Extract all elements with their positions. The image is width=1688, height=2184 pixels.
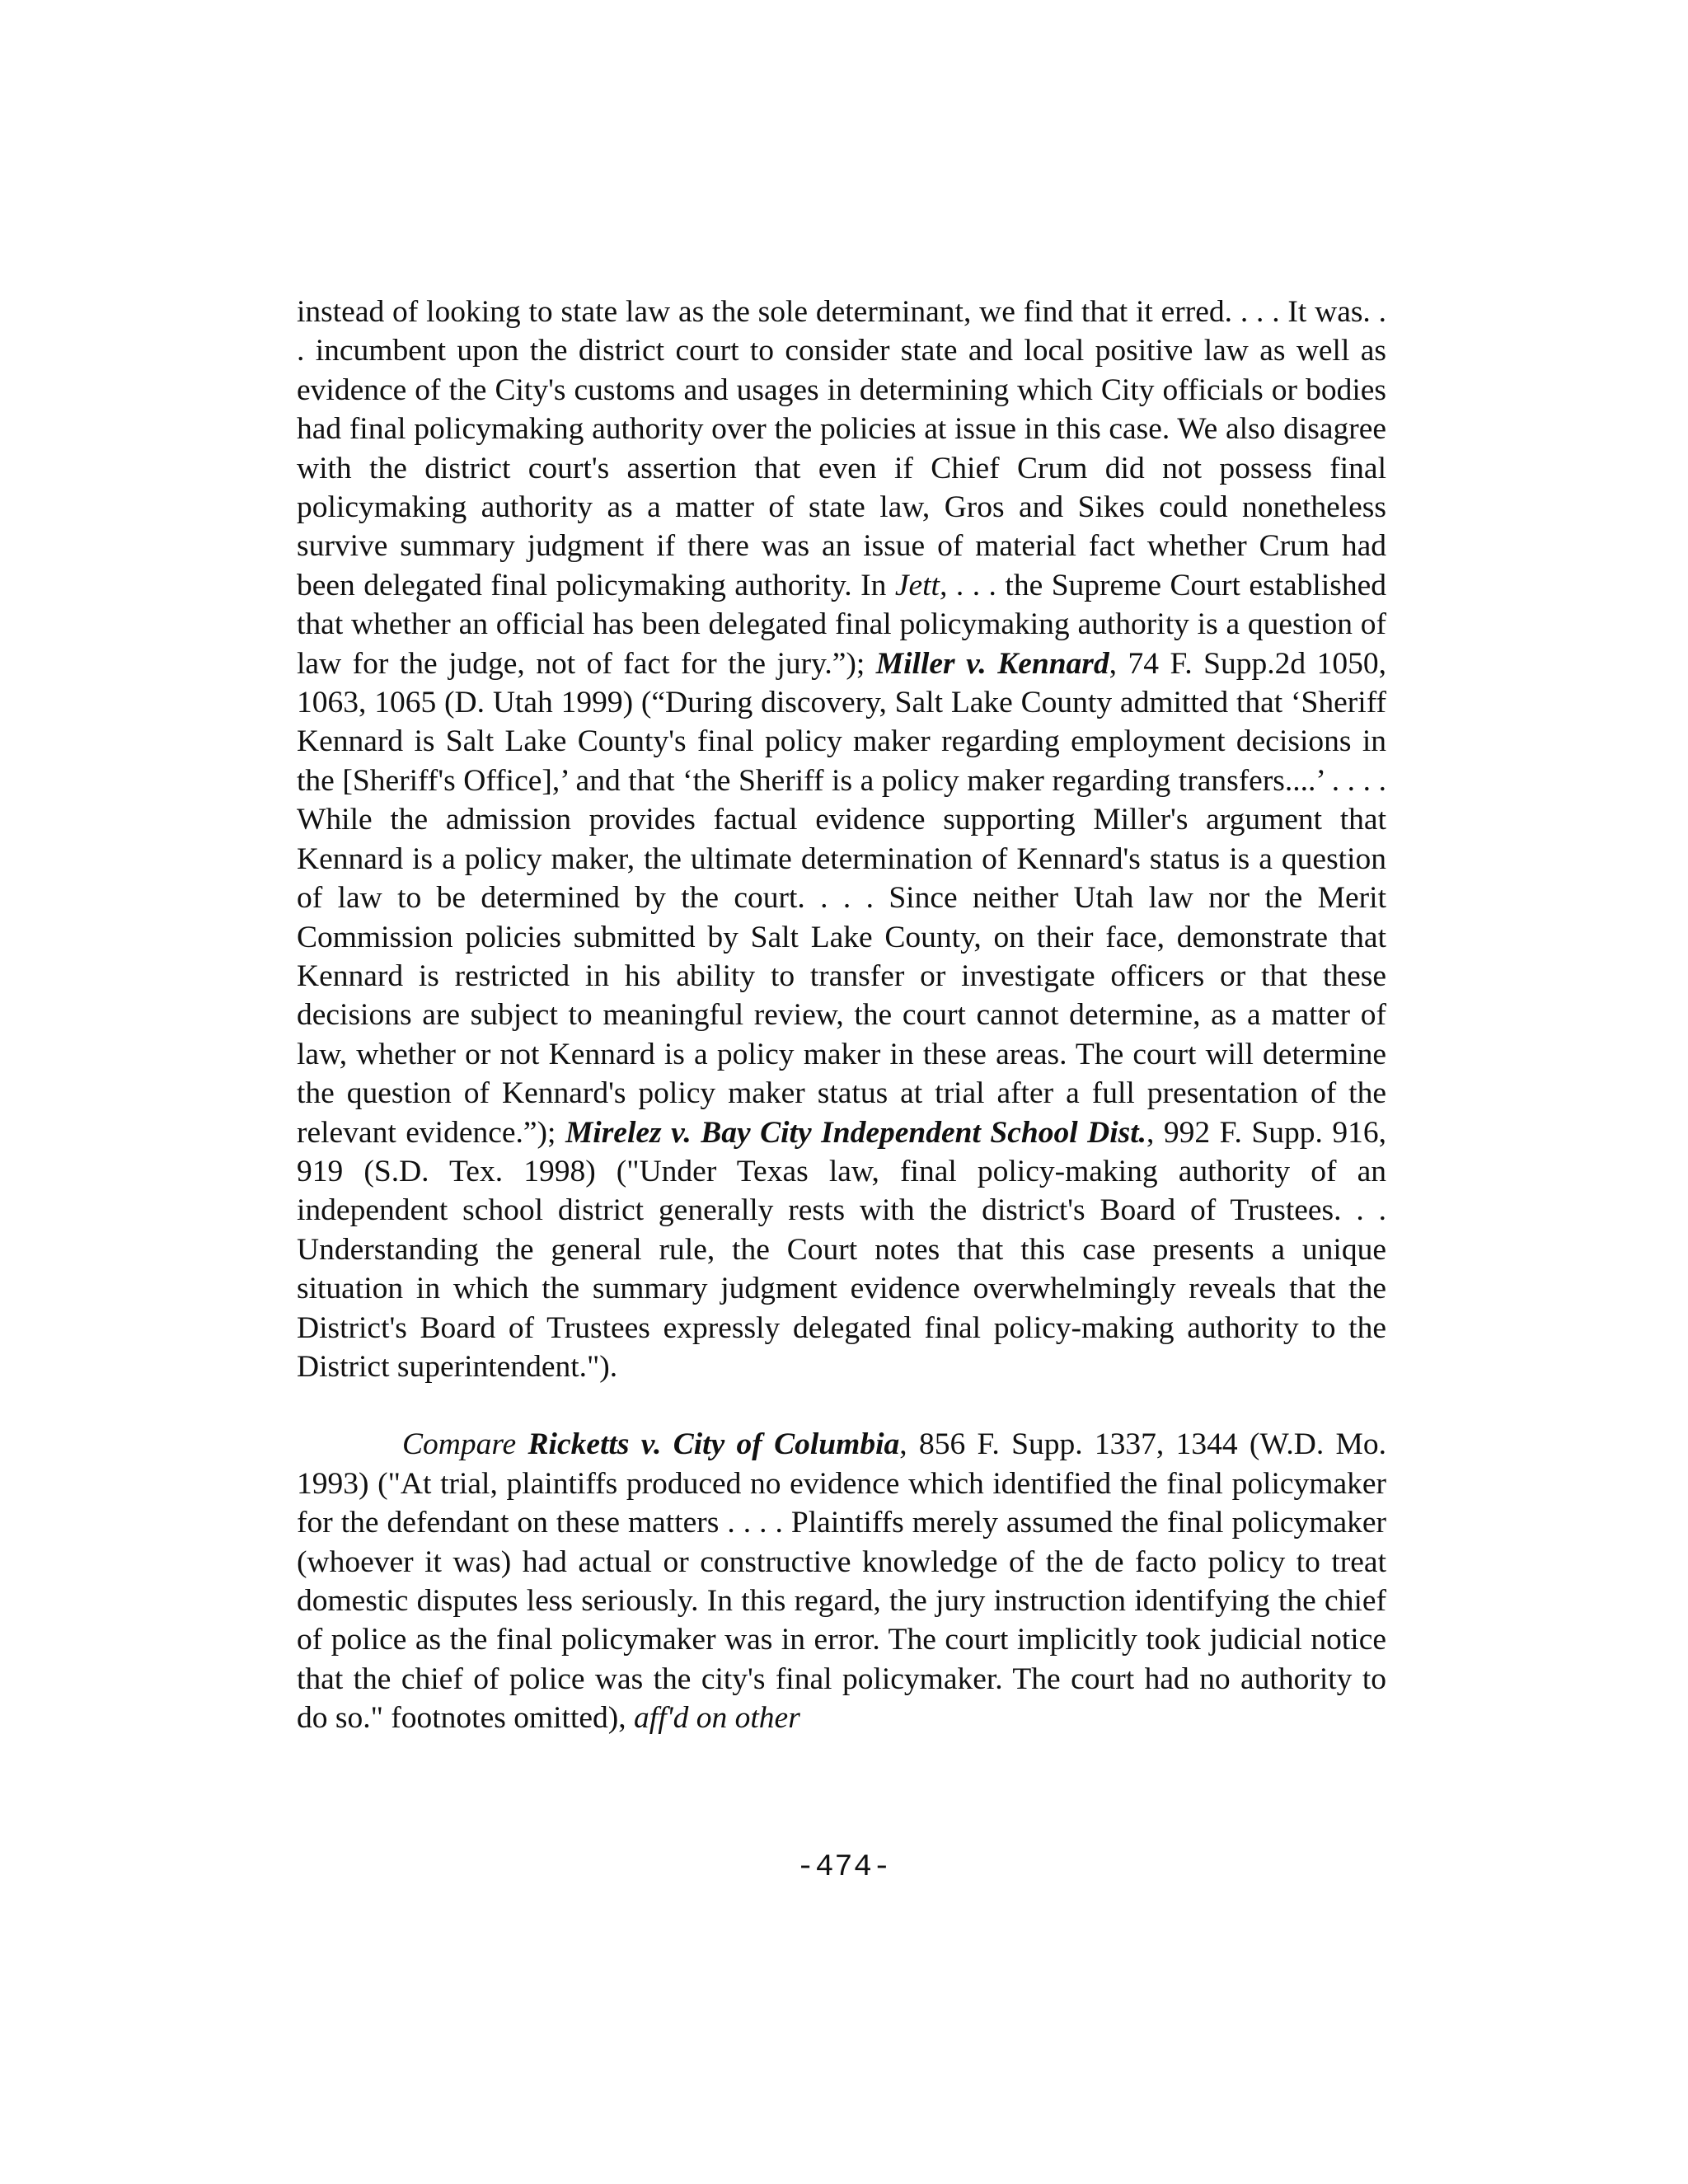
paragraph-1 [297, 293, 1386, 1386]
page-number: -474- [795, 1850, 893, 1885]
case-name-ricketts: Ricketts v. City of Columbia [528, 1427, 900, 1462]
signal-compare: Compare [402, 1427, 517, 1462]
subsequent-history-affd: aff'd on other [634, 1701, 800, 1736]
text-segment: , 856 F. Supp. 1337, 1344 (W.D. Mo. 1993) ("At trial, plaintiffs produced no evidence which identified the final policymaker for the defendant on these matters . . . . Plaintiffs merely assumed the final policymaker (whoever it was) had actual or constructive knowledge of the de facto policy to treat domestic disputes less seriously. In this regard, the jury instruction identifying the chief of police as the final policymaker was in error. The court implicitly took judicial notice that the chief of police was the city's final policymaker. The court had no authority to do so." footnotes omitted), [297, 1427, 1387, 1736]
case-citation-jett: Jett, [894, 568, 948, 602]
paragraph-2 [297, 1425, 1386, 1737]
text-segment: . . . the Supreme Court established that whether an official has been delegated final policymaking authority is a question of law for the judge, not of fact for the jury.”); [297, 568, 1386, 681]
text-segment: instead of looking to state law as the sole determinant, we find that it erred. . . . It was. . . incumbent upon the district court to consider state and local positive law as well as evidence of the City's customs and usages in determining which City officials or bodies had final policymaking authority over the policies at issue in this case. We also disagree with the district court's assertion that even if Chief Crum did not possess final policymaking authority as a matter of state law, Gros and Sikes could nonetheless survive summary judgment if there was an issue of material fact whether Crum had been delegated final policymaking authority. In [297, 295, 1386, 602]
case-name-miller-v-kennard: Miller v. Kennard [875, 646, 1109, 681]
text-segment: , 74 F. Supp.2d 1050, 1063, 1065 (D. Utah 1999) (“During discovery, Salt Lake County admitted that ‘Sheriff Kennard is Salt Lake County's final policy maker regarding employment decisions in the [Sheriff's Office],’ and that ‘the Sheriff is a policy maker regarding transfers....’ . . . . While the admission provides factual evidence supporting Miller's argument that Kennard is a policy maker, the ultimate determination of Kennard's status is a question of law to be determined by the court. . . . Since neither Utah law nor the Merit Commission policies submitted by Salt Lake County, on their face, demonstrate that Kennard is restricted in his ability to transfer or investigate officers or that these decisions are subject to meaningful review, the court cannot determine, as a matter of law, whether or not Kennard is a policy maker in these areas. The court will determine the question of Kennard's policy maker status at trial after a full presentation of the relevant evidence.”); [297, 646, 1386, 1150]
text-space [516, 1427, 528, 1461]
body-text [297, 293, 1386, 1738]
text-segment: , 992 F. Supp. 916, 919 (S.D. Tex. 1998) ("Under Texas law, final policy-making authority of an independent school district generally rests with the district's Board of Trustees. . . Understanding the general rule, the Court notes that this case presents a unique situation in which the summary judgment evidence overwhelmingly reveals that the District's Board of Trustees expressly delegated final policy-making authority to the District superintendent."). [297, 1115, 1387, 1384]
case-name-mirelez: Mirelez v. Bay City Independent School Dist. [565, 1115, 1147, 1150]
